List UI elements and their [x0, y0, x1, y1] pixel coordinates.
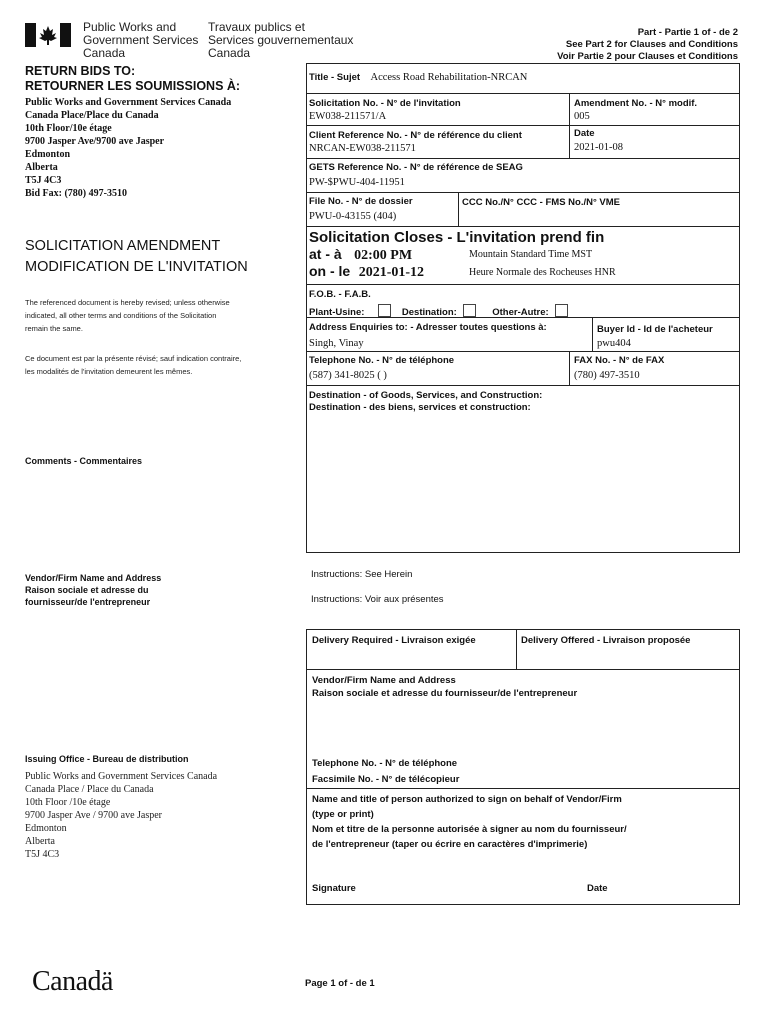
vendor-firm-label: Vendor/Firm Name and Address Raison sociale et adresse du fournisseur/de l'entrepreneur — [25, 573, 162, 607]
vendor-facsimile-label: Facsimile No. - N° de télécopieur — [312, 774, 460, 785]
solicitation-closes-label: Solicitation Closes - L'invitation prend fin — [309, 229, 605, 246]
destination-goods-label: Destination - of Goods, Services, and Construction: Destination - des biens, services et construction: — [309, 390, 543, 413]
plant-usine-checkbox[interactable] — [378, 304, 391, 317]
file-no-label: File No. - N° de dossier — [309, 196, 413, 207]
closing-time-row — [309, 246, 412, 264]
fob-label: F.O.B. - F.A.B. — [309, 289, 371, 300]
solicitation-no-value: EW038-211571/A — [309, 111, 387, 122]
destination-label: Destination: — [401, 307, 457, 318]
comments-label: Comments - Commentaires — [25, 456, 143, 466]
fax-label: FAX No. - N° de FAX — [574, 355, 665, 366]
address-enquiries-label: Address Enquiries to: - Adresser toutes questions à: — [309, 322, 547, 333]
amendment-note-en: The referenced document is hereby revised; unless otherwise indicated, all other terms and conditions of the Solicitation remain the same. — [25, 298, 230, 333]
closing-date-value: 2021-01-12 — [358, 265, 425, 280]
issuing-office-address: Public Works and Government Services Canada Canada Place / Place du Canada 10th Floor /10e étage 9700 Jasper Ave / 9700 ave Jasper Edmonton Alberta T5J 4C3 — [25, 771, 218, 860]
part-indicator: Part - Partie 1 of - de 2 See Part 2 for Clauses and Conditions Voir Partie 2 pour Clauses et Conditions — [557, 27, 738, 62]
department-name-en: Public Works and Government Services Canada — [83, 20, 199, 60]
date-value: 2021-01-08 — [574, 142, 623, 153]
issuing-office-label: Issuing Office - Bureau de distribution — [25, 754, 189, 764]
vendor-name-address-label: Vendor/Firm Name and Address Raison sociale et adresse du fournisseur/de l'entrepreneur — [312, 675, 578, 699]
instructions-fr: Instructions: Voir aux présentes — [311, 594, 444, 605]
timezone-fr: Heure Normale des Rocheuses HNR — [469, 267, 616, 278]
other-autre-label: Other-Autre: — [492, 307, 549, 318]
department-name-fr: Travaux publics et Services gouvernementaux Canada — [208, 20, 354, 60]
ccc-no-label: CCC No./N° CCC - FMS No./N° VME — [462, 197, 621, 208]
title-row — [309, 67, 527, 85]
delivery-offered-label: Delivery Offered - Livraison proposée — [521, 635, 691, 646]
vendor-telephone-label: Telephone No. - N° de téléphone — [312, 758, 458, 769]
on-label: on - le — [309, 263, 351, 279]
client-reference-label: Client Reference No. - N° de référence du client — [309, 130, 522, 141]
closing-time-value: 02:00 PM — [354, 248, 413, 263]
other-autre-checkbox[interactable] — [555, 304, 568, 317]
title-label: Title - Sujet — [309, 72, 361, 83]
destination-checkbox[interactable] — [463, 304, 476, 317]
return-bids-heading: RETURN BIDS TO: RETOURNER LES SOUMISSIONS À: — [25, 64, 241, 93]
timezone-en: Mountain Standard Time MST — [469, 249, 593, 260]
buyer-id-value: pwu404 — [597, 338, 631, 349]
closing-date-row — [309, 263, 424, 281]
delivery-required-label: Delivery Required - Livraison exigée — [312, 635, 476, 646]
plant-usine-label: Plant-Usine: — [309, 307, 365, 318]
canada-wordmark: Canadä — [32, 966, 113, 997]
buyer-id-label: Buyer Id - Id de l'acheteur — [597, 324, 713, 335]
fob-options — [309, 302, 574, 320]
date-label: Date — [574, 128, 595, 139]
title-value: Access Road Rehabilitation-NRCAN — [370, 72, 528, 83]
return-bids-address: Public Works and Government Services Canada Canada Place/Place du Canada 10th Floor/10e étage 9700 Jasper Ave/9700 ave Jasper Edmonton Alberta T5J 4C3 Bid Fax: (780) 497-3510 — [25, 97, 232, 199]
amendment-note-fr: Ce document est par la présente révisé; sauf indication contraire, les modalités de l'invitation demeurent les mêmes. — [25, 354, 242, 376]
signature-label: Signature — [312, 883, 356, 894]
gets-reference-value: PW-$PWU-404-11951 — [309, 177, 405, 188]
instructions-en: Instructions: See Herein — [311, 569, 413, 580]
client-reference-value: NRCAN-EW038-211571 — [309, 143, 416, 154]
telephone-label: Telephone No. - N° de téléphone — [309, 355, 455, 366]
file-no-value: PWU-0-43155 (404) — [309, 211, 397, 222]
at-label: at - à — [309, 246, 342, 262]
enquiry-contact-name: Singh, Vinay — [309, 338, 364, 349]
amendment-title: SOLICITATION AMENDMENT MODIFICATION DE L'INVITATION — [25, 238, 248, 275]
amendment-no-value: 005 — [574, 111, 590, 122]
signature-date-label: Date — [587, 883, 608, 894]
canada-flag-icon — [25, 23, 71, 47]
page-number: Page 1 of - de 1 — [305, 978, 375, 989]
authorized-person-label: Name and title of person authorized to sign on behalf of Vendor/Firm (type or print) Nom et titre de la personne autorisée à signer au nom du fournisseur/ de l'entrepreneur (taper ou écrire en caractères d'imprimerie) — [312, 794, 627, 850]
amendment-no-label: Amendment No. - N° modif. — [574, 98, 698, 109]
fax-value: (780) 497-3510 — [574, 370, 640, 381]
solicitation-no-label: Solicitation No. - N° de l'invitation — [309, 98, 461, 109]
telephone-value: (587) 341-8025 ( ) — [309, 370, 387, 381]
gets-reference-label: GETS Reference No. - N° de référence de SEAG — [309, 162, 523, 173]
